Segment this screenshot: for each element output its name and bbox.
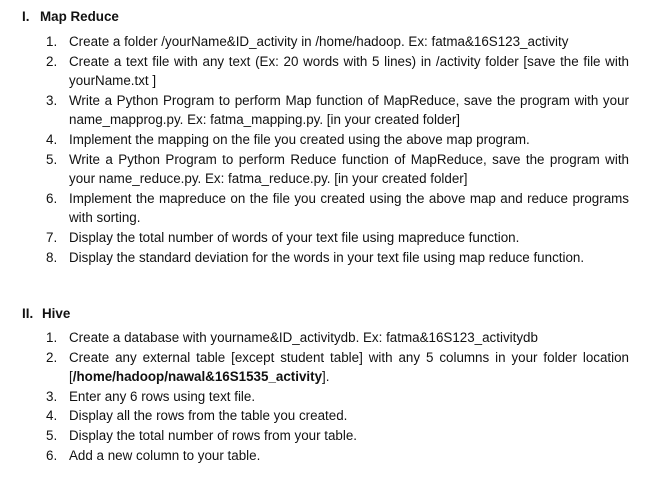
- item-number: 1.: [46, 34, 58, 49]
- item-number: 7.: [46, 229, 58, 245]
- item-text-end: ].: [322, 369, 330, 385]
- item-text: Display all the rows from the table you created.: [69, 408, 348, 424]
- list-item: [0, 150, 647, 189]
- list-item: [0, 406, 647, 426]
- item-number: 4.: [46, 408, 58, 424]
- list-item: [0, 387, 647, 407]
- item-text: Create a database with yourname&ID_activitydb. Ex: fatma&16S123_activitydb: [69, 330, 538, 345]
- list-item: [0, 91, 647, 130]
- list-item: [0, 228, 647, 248]
- list-item: [0, 189, 647, 228]
- section-heading: Hive: [42, 306, 71, 321]
- item-number: 8.: [46, 249, 58, 265]
- item-text: Create a folder /yourName&ID_activity in /home/hadoop. Ex: fatma&16S123_activity: [69, 34, 569, 49]
- item-number: 6.: [46, 447, 58, 463]
- list-item: [0, 328, 647, 348]
- section-title-map-reduce: [22, 9, 119, 24]
- item-text: Display the total number of words of your text file using mapreduce function.: [69, 229, 520, 245]
- list-item: [0, 130, 647, 150]
- item-number: 6.: [46, 190, 58, 206]
- list-item: [0, 426, 647, 446]
- item-number: 4.: [46, 131, 58, 147]
- list-item: [0, 348, 647, 387]
- item-text: Implement the mapping on the file you created using the above map program.: [69, 131, 530, 147]
- item-text: Enter any 6 rows using text file.: [69, 388, 256, 404]
- item-number: 5.: [46, 427, 58, 443]
- item-number: 2.: [46, 53, 58, 69]
- item-text: Add a new column to your table.: [69, 447, 261, 463]
- item-text: Display the standard deviation for the words in your text file using map reduce function.: [69, 249, 585, 265]
- folder-path: /home/hadoop/nawal&16S1535_activity: [72, 369, 323, 385]
- item-text: Create any external table [except student table] with any 5 columns in your folder location [: [69, 349, 629, 385]
- list-item: [0, 32, 647, 52]
- section-numeral: II.: [22, 306, 34, 321]
- map-reduce-task-list: [0, 32, 647, 267]
- item-number: 5.: [46, 151, 58, 167]
- hive-task-list: [0, 328, 647, 465]
- list-item: [0, 52, 647, 91]
- list-item: [0, 248, 647, 268]
- item-text: Write a Python Program to perform Map function of MapReduce, save the program with your name_mapprog.py. Ex: fatma_mapping.py. [in your created folder]: [69, 92, 629, 128]
- section-heading: Map Reduce: [40, 9, 119, 24]
- item-number: 3.: [46, 388, 58, 404]
- item-number: 3.: [46, 92, 58, 108]
- item-text: Implement the mapreduce on the file you created using the above map and reduce programs with sorting.: [69, 190, 629, 226]
- item-text: Write a Python Program to perform Reduce function of MapReduce, save the program with your name_reduce.py. Ex: fatma_reduce.py. [in your created folder]: [69, 151, 629, 187]
- section-numeral: I.: [22, 9, 30, 24]
- list-item: [0, 446, 647, 466]
- section-title-hive: [22, 306, 70, 321]
- item-text: Display the total number of rows from your table.: [69, 427, 358, 443]
- item-number: 2.: [46, 349, 58, 365]
- item-number: 1.: [46, 330, 58, 345]
- item-text: Create a text file with any text (Ex: 20 words with 5 lines) in /activity folder [save the file with yourName.txt ]: [69, 53, 629, 89]
